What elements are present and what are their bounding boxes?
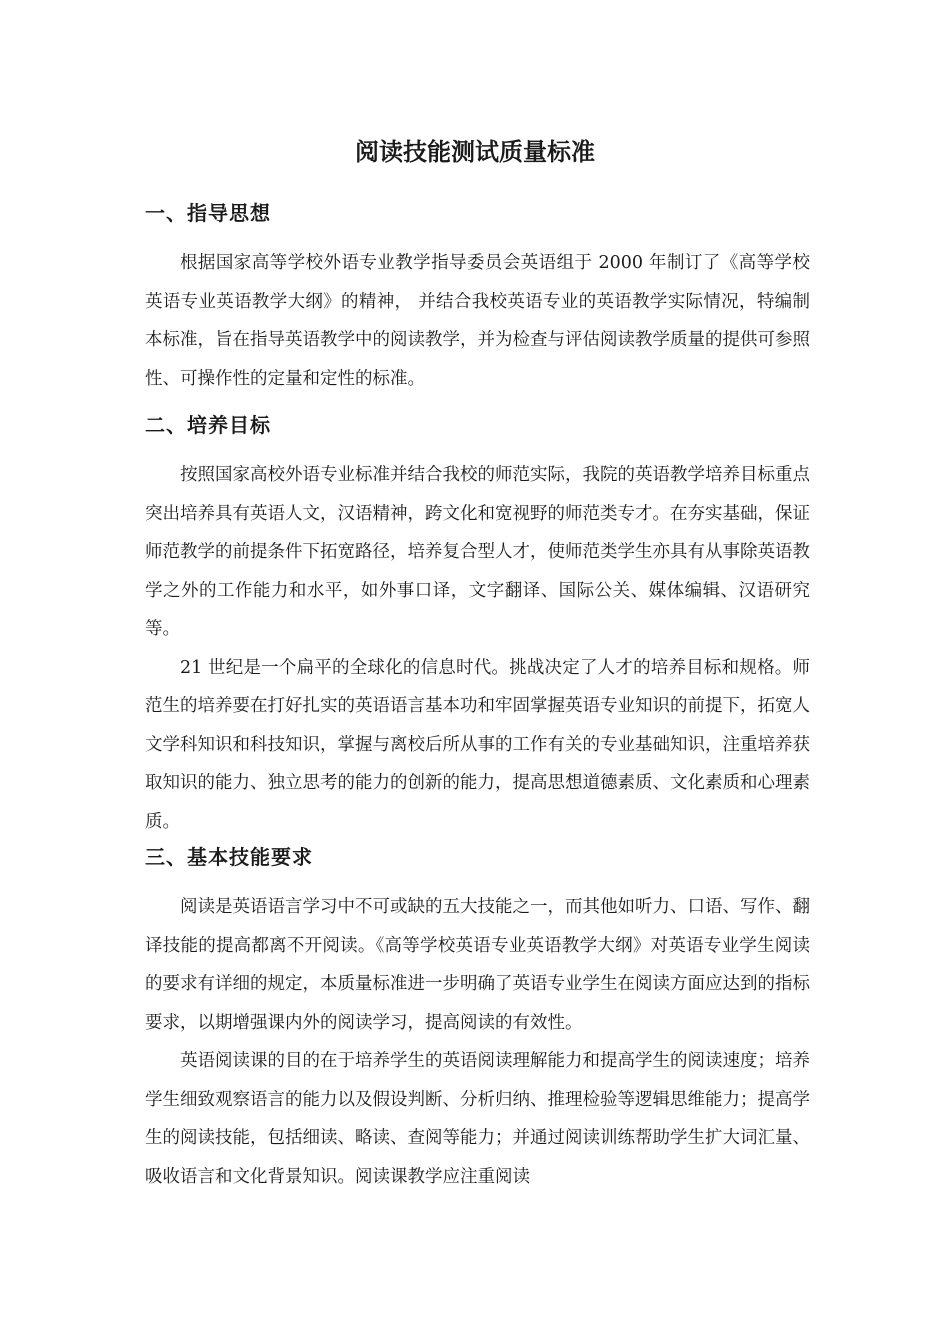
section-heading: 三、基本技能要求 (145, 845, 313, 869)
document-title: 阅读技能测试质量标准 (355, 137, 595, 166)
section-heading: 二、培养目标 (145, 413, 271, 437)
paragraph: 英语阅读课的目的在于培养学生的英语阅读理解能力和提高学生的阅读速度；培养学生细致观察语言的能力以及假设判断、分析归纳、推理检验等逻辑思维能力；提高学生的阅读技能，包括细读、略读、查阅等能力；并通过阅读训练帮助学生扩大词汇量、吸收语言和文化背景知识。阅读课教学应注重阅读 (145, 1051, 810, 1187)
section-basic-skills (145, 842, 810, 1196)
paragraph: 根据国家高等学校外语专业教学指导委员会英语组于 2000 年制订了《高等学校英语专业英语教学大纲》的精神， 并结合我校英语专业的英语教学实际情况，特编制本标准，旨在指导英语教学中的阅读教学，并为检查与评估阅读教学质量的提供可参照性、可操作性的定量和定性的标准。 (145, 253, 810, 389)
paragraph: 按照国家高校外语专业标准并结合我校的师范实际，我院的英语教学培养目标重点突出培养具有英语人文，汉语精神，跨文化和宽视野的师范类专才。在夯实基础，保证师范教学的前提条件下拓宽路径，培养复合型人才，使师范类学生亦具有从事除英语教学之外的工作能力和水平，如外事口译，文字翻译、国际公关、媒体编辑、汉语研究等。 (145, 465, 810, 639)
paragraph: 21 世纪是一个扁平的全球化的信息时代。挑战决定了人才的培养目标和规格。师范生的培养要在打好扎实的英语语言基本功和牢固掌握英语专业知识的前提下，拓宽人文学科知识和科技知识，掌握与离校后所从事的工作有关的专业基础知识，注重培养获取知识的能力、独立思考的能力的创新的能力，提高思想道德素质、文化素质和心理素质。 (145, 657, 810, 832)
section-training-goals (145, 410, 810, 841)
section-heading: 一、指导思想 (145, 201, 271, 225)
section-guiding-thought (145, 198, 810, 398)
paragraph: 阅读是英语语言学习中不可或缺的五大技能之一，而其他如听力、口语、写作、翻译技能的提高都离不开阅读。《高等学校英语专业英语教学大纲》对英语专业学生阅读的要求有详细的规定，本质量标准进一步明确了英语专业学生在阅读方面应达到的指标要求，以期增强课内外的阅读学习，提高阅读的有效性。 (145, 897, 810, 1033)
